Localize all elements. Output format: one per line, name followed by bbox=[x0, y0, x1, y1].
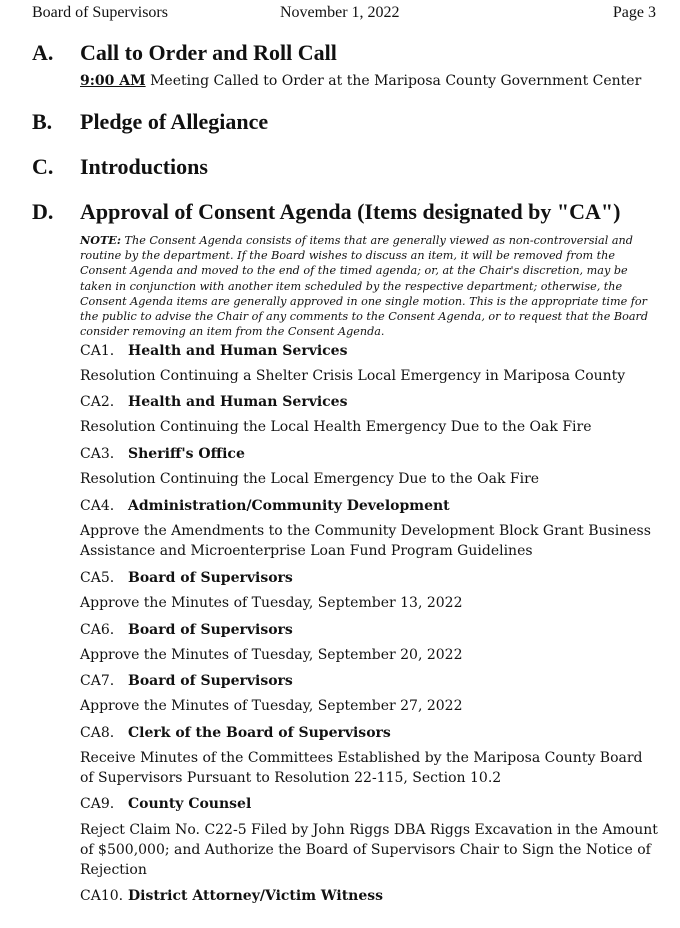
section-title: Call to Order and Roll Call bbox=[80, 40, 337, 65]
meeting-text: Meeting Called to Order at the Mariposa County Government Center bbox=[150, 73, 642, 89]
item-heading bbox=[80, 570, 293, 586]
item-heading bbox=[80, 622, 293, 638]
item-description: Approve the Minutes of Tuesday, September 20, 2022 bbox=[80, 647, 463, 663]
item-department: Health and Human Services bbox=[128, 394, 348, 410]
item-heading bbox=[80, 446, 245, 462]
item-number: CA3. bbox=[80, 446, 115, 462]
item-heading bbox=[80, 498, 450, 514]
item-description: Approve the Minutes of Tuesday, September 13, 2022 bbox=[80, 595, 463, 611]
item-department: County Counsel bbox=[128, 796, 252, 812]
item-heading bbox=[80, 394, 347, 410]
section-a-heading bbox=[32, 40, 337, 66]
item-department: District Attorney/Victim Witness bbox=[128, 888, 384, 904]
item-description: Reject Claim No. C22-5 Filed by John Riggs DBA Riggs Excavation in the Amount of $500,000; and Authorize the Board of Supervisors Chair to Sign the Notice of Rejection bbox=[80, 822, 658, 878]
item-department: Board of Supervisors bbox=[128, 622, 293, 638]
section-b-heading bbox=[32, 109, 268, 135]
item-description: Resolution Continuing a Shelter Crisis Local Emergency in Mariposa County bbox=[80, 368, 626, 384]
item-heading bbox=[80, 888, 383, 904]
item-department: Board of Supervisors bbox=[128, 570, 293, 586]
meeting-time: 9:00 AM bbox=[80, 73, 146, 89]
item-description: Approve the Amendments to the Community Development Block Grant Business Assistance and Microenterprise Loan Fund Program Guidelines bbox=[80, 523, 651, 559]
item-heading bbox=[80, 343, 347, 359]
item-number: CA2. bbox=[80, 394, 115, 410]
item-number: CA10. bbox=[80, 888, 124, 904]
item-department: Administration/Community Development bbox=[128, 498, 450, 514]
item-description: Resolution Continuing the Local Health Emergency Due to the Oak Fire bbox=[80, 419, 592, 435]
note-text: The Consent Agenda consists of items that are generally viewed as non-controversial and routine by the department. If the Board wishes to discuss an item, it will be removed from the Consent Agenda and moved to the end of the timed agenda; or, at the Chair's discretion, may be taken in conjunction with another item scheduled by the respective department; otherwise, the Consent Agenda items are generally approved in one single motion. This is the appropriate time for the public to advise the Chair of any comments to the Consent Agenda, or to request that the Board consider removing an item from the Consent Agenda. bbox=[80, 234, 649, 339]
item-number: CA6. bbox=[80, 622, 115, 638]
meeting-start-line bbox=[80, 73, 641, 89]
item-department: Health and Human Services bbox=[128, 343, 348, 359]
section-title: Pledge of Allegiance bbox=[80, 109, 269, 134]
section-title: Introductions bbox=[80, 154, 208, 179]
header-date: November 1, 2022 bbox=[280, 4, 400, 21]
item-number: CA7. bbox=[80, 673, 115, 689]
item-heading bbox=[80, 673, 293, 689]
section-c-heading bbox=[32, 154, 208, 180]
note-label: NOTE: bbox=[80, 233, 121, 247]
item-description: Approve the Minutes of Tuesday, September 27, 2022 bbox=[80, 698, 463, 714]
item-description: Receive Minutes of the Committees Established by the Mariposa County Board of Supervisors Pursuant to Resolution 22-115, Section 10.2 bbox=[80, 750, 643, 786]
item-description: Resolution Continuing the Local Emergency Due to the Oak Fire bbox=[80, 471, 540, 487]
item-department: Clerk of the Board of Supervisors bbox=[128, 725, 391, 741]
section-letter: C. bbox=[32, 154, 54, 179]
item-heading bbox=[80, 796, 251, 812]
header-board: Board of Supervisors bbox=[32, 4, 168, 21]
item-department: Sheriff's Office bbox=[128, 446, 245, 462]
item-heading bbox=[80, 725, 391, 741]
consent-agenda-note bbox=[80, 233, 660, 339]
section-letter: A. bbox=[32, 40, 54, 65]
section-letter: B. bbox=[32, 109, 53, 134]
item-number: CA1. bbox=[80, 343, 115, 359]
item-number: CA5. bbox=[80, 570, 115, 586]
item-department: Board of Supervisors bbox=[128, 673, 293, 689]
section-d-heading bbox=[32, 199, 620, 225]
section-title: Approval of Consent Agenda (Items designated by "CA") bbox=[80, 199, 621, 224]
section-letter: D. bbox=[32, 199, 54, 224]
item-number: CA4. bbox=[80, 498, 115, 514]
page-header bbox=[32, 4, 656, 22]
header-page-number: Page 3 bbox=[612, 4, 656, 21]
item-number: CA8. bbox=[80, 725, 115, 741]
item-number: CA9. bbox=[80, 796, 115, 812]
